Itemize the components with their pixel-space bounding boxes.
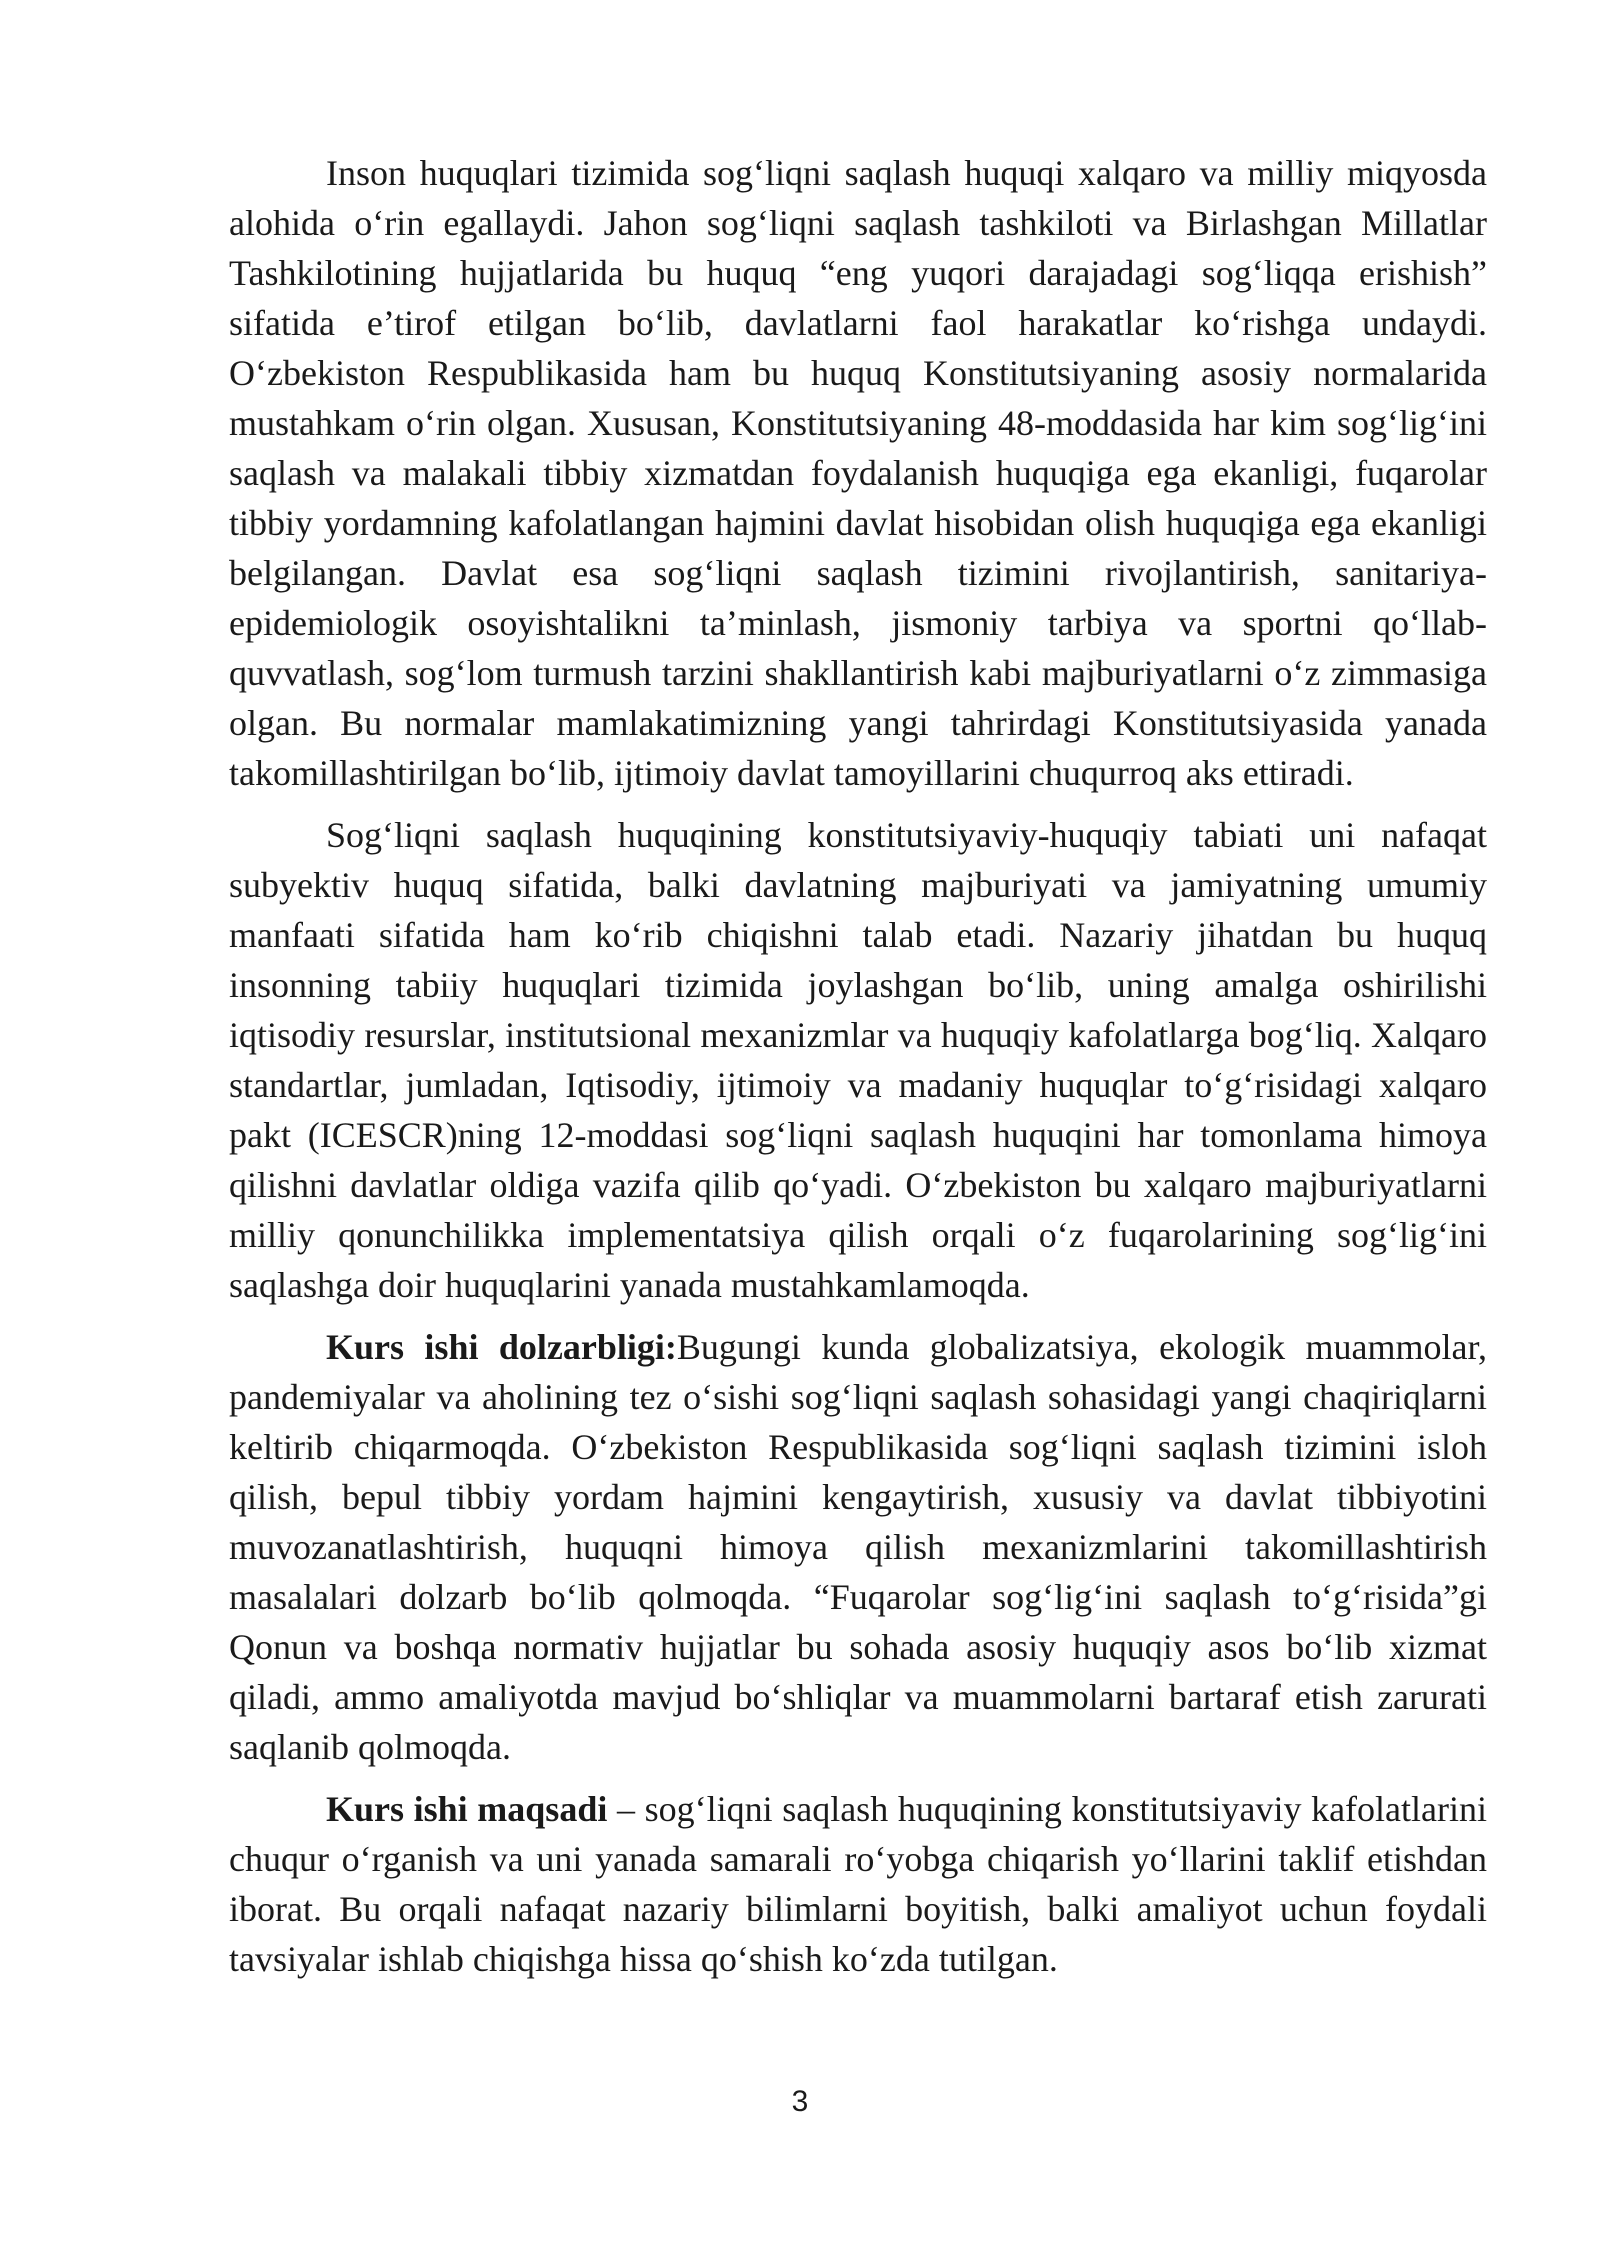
paragraph-goal <box>229 1784 1487 1984</box>
paragraph-text: Sog‘liqni saqlash huquqining konstitutsiyaviy-huquqiy tabiati uni nafaqat subyektiv huquq sifatida, balki davlatning majburiyati va jamiyatning umumiy manfaati sifatida ham ko‘rib chiqishni talab etadi. Nazariy jihatdan bu huquq insonning tabiiy huquqlari tizimida joylashgan bo‘lib, uning amalga oshirilishi iqtisodiy resurslar, institutsional mexanizmlar va huquqiy kafolatlarga bog‘liq. Xalqaro standartlar, jumladan, Iqtisodiy, ijtimoiy va madaniy huquqlar to‘g‘risidagi xalqaro pakt (ICESCR)ning 12-moddasi sog‘liqni saqlash huquqini har tomonlama himoya qilishni davlatlar oldiga vazifa qilib qo‘yadi. O‘zbekiston bu xalqaro majburiyatlarni milliy qonunchilikka implementatsiya qilish orqali o‘z fuqarolarining sog‘lig‘ini saqlashga doir huquqlarini yanada mustahkamlamoqda. <box>229 815 1487 1305</box>
paragraph-lead-heading: Kurs ishi maqsadi <box>326 1789 608 1829</box>
paragraph-text: – sog‘liqni saqlash huquqining konstitutsiyaviy kafolatlarini chuqur o‘rganish va uni yanada samarali ro‘yobga chiqarish yo‘llarini taklif etishdan iborat. Bu orqali nafaqat nazariy bilimlarni boyitish, balki amaliyot uchun foydali tavsiyalar ishlab chiqishga hissa qo‘shish ko‘zda tutilgan. <box>229 1789 1487 1979</box>
page-number: 3 <box>791 2085 809 2118</box>
paragraph-relevance <box>229 1322 1487 1772</box>
paragraph-lead-heading: Kurs ishi dolzarbligi: <box>326 1327 677 1367</box>
paragraph-intro <box>229 148 1487 798</box>
paragraph-text: Bugungi kunda globalizatsiya, ekologik muammolar, pandemiyalar va aholining tez o‘sishi sog‘liqni saqlash sohasidagi yangi chaqiriqlarni keltirib chiqarmoqda. O‘zbekiston Respublikasida sog‘liqni saqlash tizimini isloh qilish, bepul tibbiy yordam hajmini kengaytirish, xususiy va davlat tibbiyotini muvozanatlashtirish, huquqni himoya qilish mexanizmlarini takomillashtirish masalalari dolzarb bo‘lib qolmoqda. “Fuqarolar sog‘lig‘ini saqlash to‘g‘risida”gi Qonun va boshqa normativ hujjatlar bu sohada asosiy huquqiy asos bo‘lib xizmat qiladi, ammo amaliyotda mavjud bo‘shliqlar va muammolarni bartaraf etish zarurati saqlanib qolmoqda. <box>229 1327 1487 1767</box>
paragraph-text: Inson huquqlari tizimida sog‘liqni saqlash huquqi xalqaro va milliy miqyosda alohida o‘rin egallaydi. Jahon sog‘liqni saqlash tashkiloti va Birlashgan Millatlar Tashkilotining hujjatlarida bu huquq “eng yuqori darajadagi sog‘liqqa erishish” sifatida e’tirof etilgan bo‘lib, davlatlarni faol harakatlar ko‘rishga undaydi. O‘zbekiston Respublikasida ham bu huquq Konstitutsiyaning asosiy normalarida mustahkam o‘rin olgan. Xususan, Konstitutsiyaning 48-moddasida har kim sog‘lig‘ini saqlash va malakali tibbiy xizmatdan foydalanish huquqiga ega ekanligi, fuqarolar tibbiy yordamning kafolatlangan hajmini davlat hisobidan olish huquqiga ega ekanligi belgilangan. Davlat esa sog‘liqni saqlash tizimini rivojlantirish, sanitariya-epidemiologik osoyishtalikni ta’minlash, jismoniy tarbiya va sportni qo‘llab-quvvatlash, sog‘lom turmush tarzini shakllantirish kabi majburiyatlarni o‘z zimmasiga olgan. Bu normalar mamlakatimizning yangi tahrirdagi Konstitutsiyasida yanada takomillashtirilgan bo‘lib, ijtimoiy davlat tamoyillarini chuqurroq aks ettiradi. <box>229 153 1487 793</box>
document-body <box>229 148 1487 1996</box>
paragraph-legal-nature <box>229 810 1487 1310</box>
